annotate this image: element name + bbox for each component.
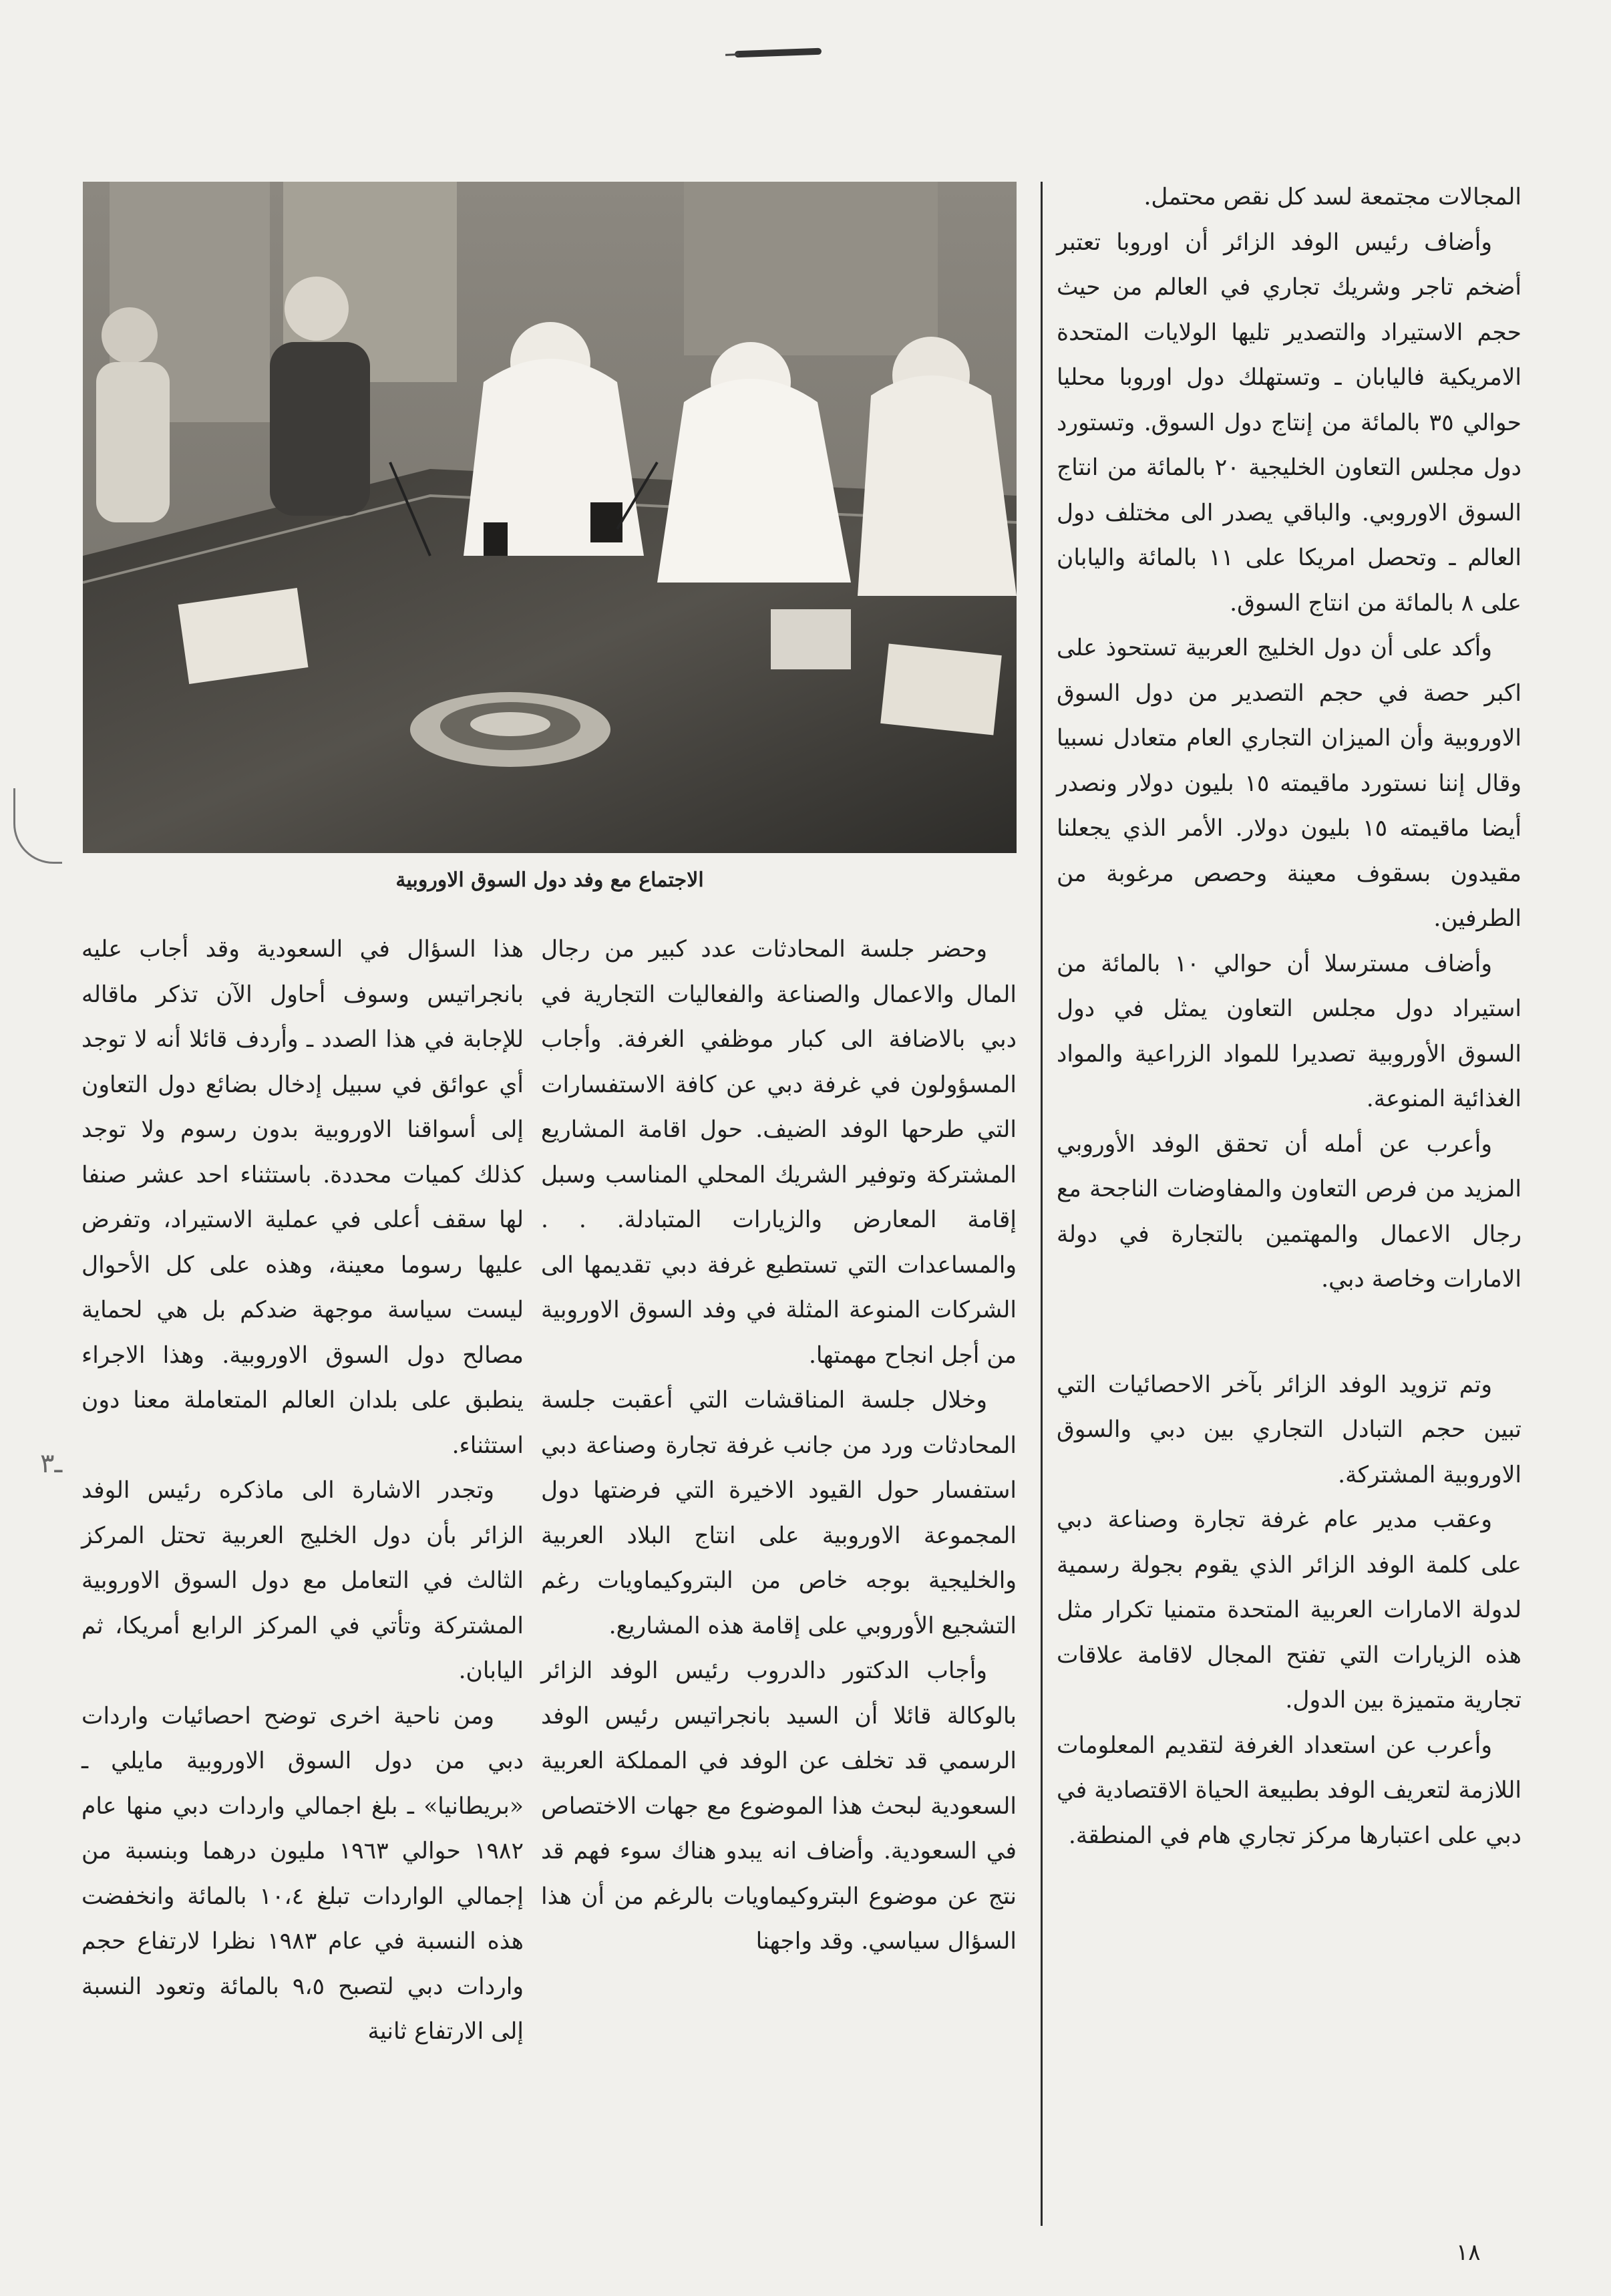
paragraph: المجالات مجتمعة لسد كل نقص محتمل. bbox=[1143, 184, 1522, 210]
paragraph: وأجاب الدكتور دالدروب رئيس الوفد الزائر بالوكالة قائلا أن السيد بانجراتيس رئيس الوفد الرسمي قد تخلف عن الوفد في المملكة العربية السعودية لبحث هذا الموضوع مع جهات الاختصاص في السعودية. وأضاف انه يبدو هناك سوء فهم قد نتج عن موضوع البتروكيماويات بالرغم من أن هذا السؤال سياسي. وقد واجهنا bbox=[541, 1657, 1017, 1955]
margin-mark bbox=[13, 788, 62, 864]
paragraph: وأضاف مسترسلا أن حوالي ١٠ بالمائة من استيراد دول مجلس التعاون يمثل في دول السوق الأوروبية تصديرا للمواد الزراعية والمواد الغذائية المنوعة. bbox=[1057, 950, 1522, 1112]
photo-caption: الاجتماع مع وفد دول السوق الاوروبية bbox=[395, 868, 704, 892]
meeting-photo bbox=[83, 182, 1017, 853]
meeting-photo-drawing bbox=[83, 182, 1017, 853]
article-column-middle bbox=[541, 927, 1017, 1965]
paragraph: هذا السؤال في السعودية وقد أجاب عليه بانجراتيس وسوف أحاول الآن تذكر ماقاله للإجابة في هذا الصدد ـ وأردف قائلا أنه لا توجد أي عوائق في سبيل إدخال بضائع دول التعاون إلى أسواقنا الاوروبية بدون رسوم ولا توجد كذلك كميات محددة. باستثناء احد عشر صنفا لها سقف أعلى في عملية الاستيراد، وتفرض عليها رسوما معينة، وهذه على كل الأحوال ليست سياسة موجهة ضدكم بل هي لحماية مصالح دول السوق الاوروبية. وهذا الاجراء ينطبق على بلدان العالم المتعاملة معنا دون استثناء. bbox=[81, 936, 524, 1459]
paragraph: وتجدر الاشارة الى ماذكره رئيس الوفد الزائر بأن دول الخليج العربية تحتل المركز الثالث في التعامل مع دول السوق الاوروبية المشتركة وتأتي في المركز الرابع أمريكا، ثم اليابان. bbox=[81, 1477, 524, 1684]
paragraph: وأعرب عن أمله أن تحقق الوفد الأوروبي المزيد من فرص التعاون والمفاوضات الناجحة مع رجال الاعمال والمهتمين بالتجارة في دولة الامارات وخاصة دبي. bbox=[1057, 1130, 1522, 1293]
paragraph: وخلال جلسة المناقشات التي أعقبت جلسة المحادثات ورد من جانب غرفة تجارة وصناعة دبي استفسار حول القيود الاخيرة التي فرضتها دول المجموعة الاوروبية على انتاج البلاد العربية والخليجية بوجه خاص من البتروكيماويات رغم التشجيع الأوروبي على إقامة هذه المشاريع. bbox=[541, 1387, 1017, 1639]
paragraph: وعقب مدير عام غرفة تجارة وصناعة دبي على كلمة الوفد الزائر الذي يقوم بجولة رسمية لدولة الامارات العربية المتحدة متمنيا تكرار مثل هذه الزيارات التي تفتح المجال لاقامة علاقات تجارية متميزة بين الدول. bbox=[1057, 1506, 1522, 1713]
article-column-left bbox=[81, 927, 524, 2055]
column-divider bbox=[1041, 182, 1043, 2226]
paragraph: وحضر جلسة المحادثات عدد كبير من رجال المال والاعمال والصناعة والفعاليات التجارية في دبي بالاضافة الى كبار موظفي الغرفة. وأجاب المسؤولون في غرفة دبي عن كافة الاستفسارات التي طرحها الوفد الضيف. حول اقامة المشاريع المشتركة وتوفير الشريك المحلي المناسب وسبل إقامة المعارض والزيارات المتبادلة. . . والمساعدات التي تستطيع غرفة دبي تقديمها الى الشركات المنوعة المثلة في وفد السوق الاوروبية من أجل انجاح مهمتها. bbox=[541, 936, 1017, 1369]
page-number: ١٨ bbox=[1456, 2239, 1481, 2266]
paragraph: وأضاف رئيس الوفد الزائر أن اوروبا تعتبر أضخم تاجر وشريك تجاري في العالم من حيث حجم الاستيراد والتصدير تليها الولايات المتحدة الامريكية فاليابان ـ وتستهلك دول اوروبا محليا حوالي ٣٥ بالمائة من إنتاج دول السوق. وتستورد دول مجلس التعاون الخليجية ٢٠ بالمائة من انتاج السوق الاوروبي. والباقي يصدر الى مختلف دول العالم ـ وتحصل امريكا على ١١ بالمائة واليابان على ٨ بالمائة من انتاج السوق. bbox=[1057, 228, 1522, 617]
paragraph: وأكد على أن دول الخليج العربية تستحوذ على اكبر حصة في حجم التصدير من دول السوق الاوروبية وأن الميزان التجاري العام متعادل نسبيا وقال إننا نستورد ماقيمته ١٥ بليون دولار ونصدر أيضا ماقيمته ١٥ بليون دولار. الأمر الذي يجعلنا مقيدون بسقوف معينة وحصص مرغوبة من الطرفين. bbox=[1057, 635, 1522, 932]
header-rule bbox=[735, 48, 822, 58]
paragraph: وأعرب عن استعداد الغرفة لتقديم المعلومات اللازمة لتعريف الوفد بطبيعة الحياة الاقتصادية في دبي على اعتبارها مركز تجاري هام في المنطقة. bbox=[1057, 1732, 1522, 1849]
paragraph: وتم تزويد الوفد الزائر بآخر الاحصائيات التي تبين حجم التبادل التجاري بين دبي والسوق الاوروبية المشتركة. bbox=[1057, 1371, 1522, 1488]
article-column-right bbox=[1057, 175, 1522, 1858]
margin-scribble: ـ٣ bbox=[40, 1448, 63, 1479]
paragraph: ومن ناحية اخرى توضح احصائيات واردات دبي من دول السوق الاوروبية مايلي ـ «بريطانيا» ـ بلغ اجمالي واردات دبي منها عام ١٩٨٢ حوالي ١٩٦٣ مليون درهما وبنسبة من إجمالي الواردات تبلغ ١٠،٤ بالمائة وانخفضت هذه النسبة في عام ١٩٨٣ نظرا لارتفاع حجم واردات دبي لتصبح ٩،٥ بالمائة وتعود النسبة إلى الارتفاع ثانية bbox=[81, 1702, 524, 2045]
